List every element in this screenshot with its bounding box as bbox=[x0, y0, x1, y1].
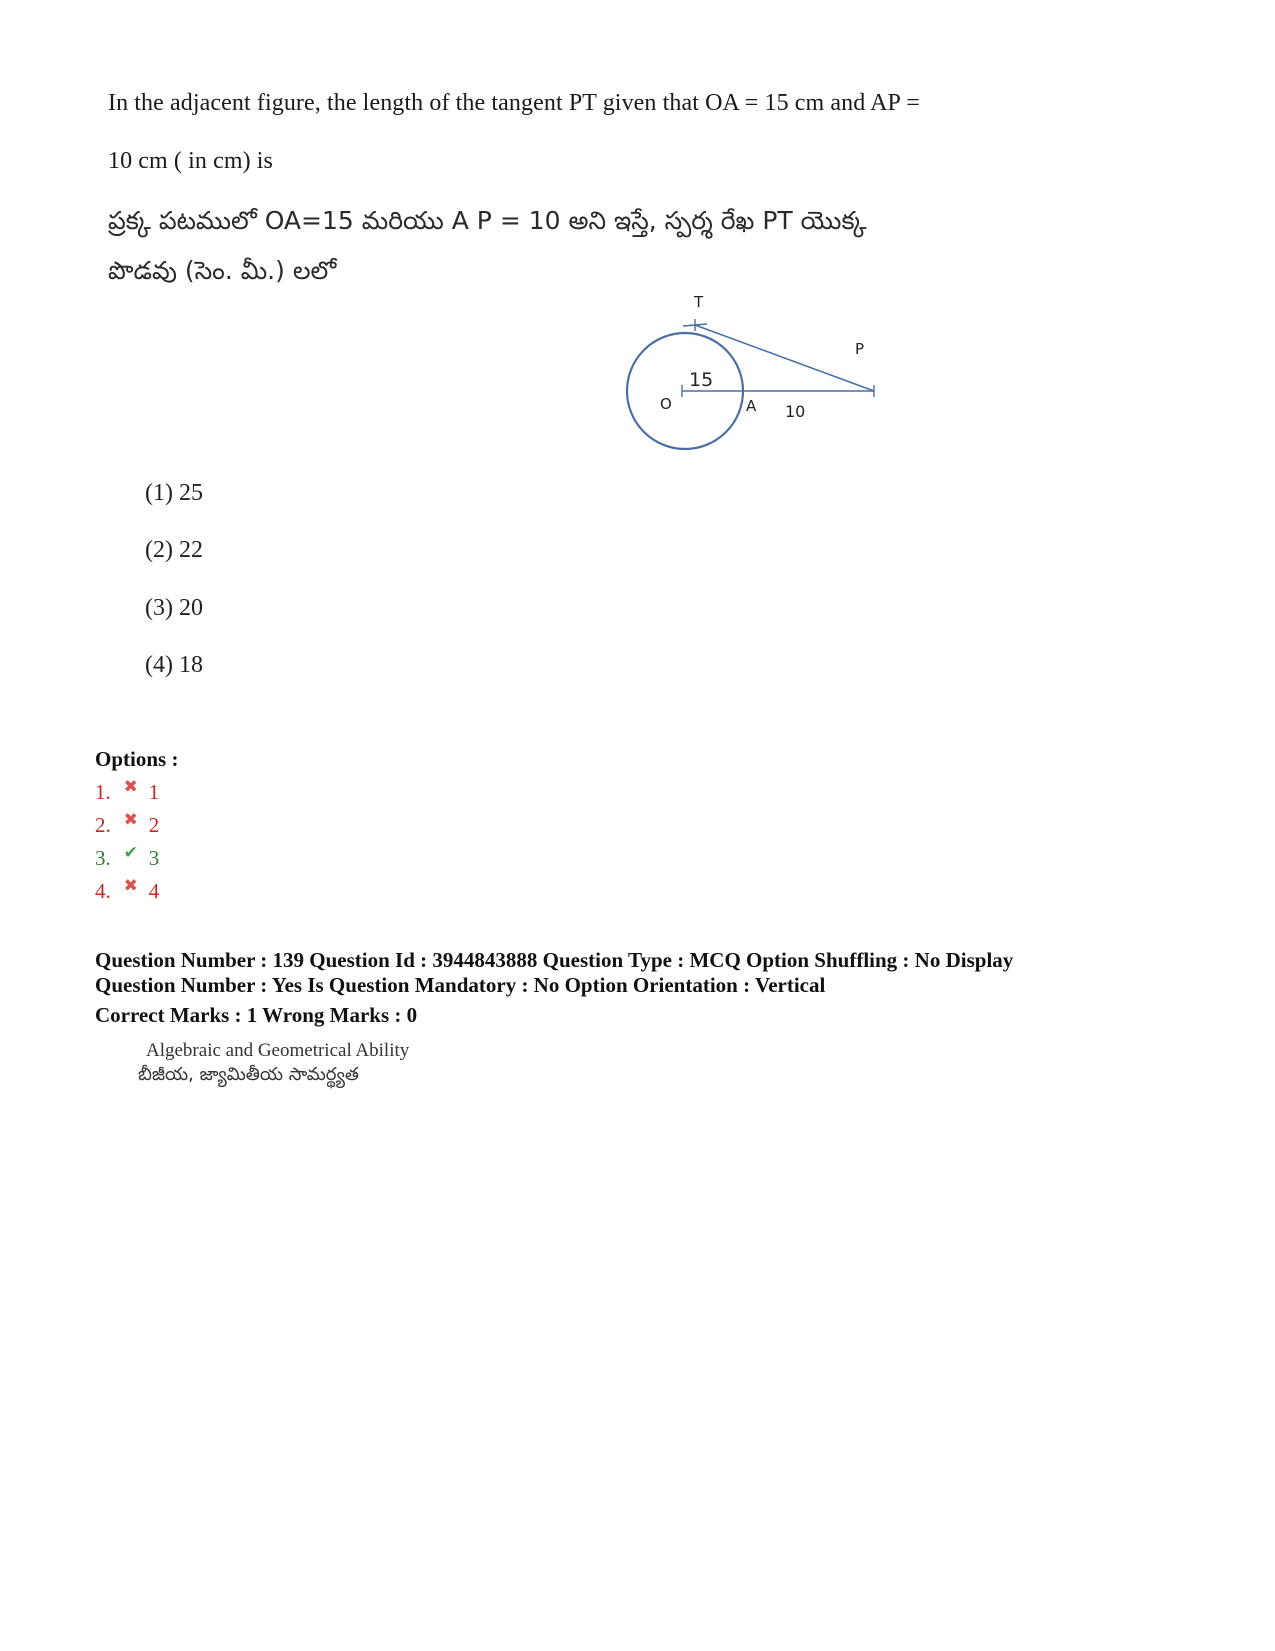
option-number: 3. bbox=[95, 846, 111, 870]
option-number: 2. bbox=[95, 813, 111, 837]
label-T: T bbox=[694, 293, 704, 311]
question-meta-line-3: Correct Marks : 1 Wrong Marks : 0 bbox=[95, 1003, 418, 1027]
option-item-2 bbox=[95, 809, 160, 838]
check-icon: ✔ bbox=[123, 842, 138, 863]
option-value: 2 bbox=[148, 813, 160, 837]
label-P: P bbox=[855, 340, 865, 358]
option-number: 4. bbox=[95, 879, 111, 903]
option-value: 3 bbox=[148, 846, 160, 870]
question-line-2-en: 10 cm ( in cm) is bbox=[108, 148, 274, 174]
question-choice-1: (1) 25 bbox=[145, 480, 203, 506]
question-line-1-en: In the adjacent figure, the length of the tangent PT given that OA = 15 cm and AP = bbox=[108, 90, 920, 116]
option-value: 4 bbox=[148, 879, 160, 903]
section-title-en: Algebraic and Geometrical Ability bbox=[146, 1040, 410, 1061]
question-line-1-te: ప్రక్క పటములో OA=15 మరియు A P = 10 అని ఇస్తే, స్పర్శ రేఖ PT యొక్క bbox=[108, 206, 867, 235]
cross-icon: ✖ bbox=[123, 875, 138, 896]
option-number: 1. bbox=[95, 780, 111, 804]
question-choice-3: (3) 20 bbox=[145, 595, 203, 621]
question-choice-4: (4) 18 bbox=[145, 652, 203, 678]
label-A: A bbox=[746, 397, 757, 415]
cross-icon: ✖ bbox=[123, 776, 138, 797]
option-item-4 bbox=[95, 875, 160, 904]
options-title: Options : bbox=[95, 747, 179, 771]
option-value: 1 bbox=[148, 780, 160, 804]
question-line-2-te: పొడవు (సెం. మీ.) లలో bbox=[108, 256, 337, 285]
label-radius: 15 bbox=[689, 369, 714, 391]
tangent-line-PT bbox=[695, 325, 874, 391]
tick-T-cross bbox=[683, 324, 707, 326]
label-O: O bbox=[660, 395, 672, 413]
section-title-te: బీజీయ, జ్యామితీయ సామర్థ్యత bbox=[138, 1064, 359, 1085]
label-AP: 10 bbox=[785, 402, 806, 421]
tangent-figure bbox=[600, 285, 920, 475]
option-item-3 bbox=[95, 842, 160, 871]
cross-icon: ✖ bbox=[123, 809, 138, 830]
question-meta-line-1: Question Number : 139 Question Id : 3944843888 Question Type : MCQ Option Shuffling : No Display bbox=[95, 948, 1014, 972]
option-item-1 bbox=[95, 776, 160, 805]
question-choice-2: (2) 22 bbox=[145, 537, 203, 563]
question-meta-line-2: Question Number : Yes Is Question Mandatory : No Option Orientation : Vertical bbox=[95, 973, 826, 997]
